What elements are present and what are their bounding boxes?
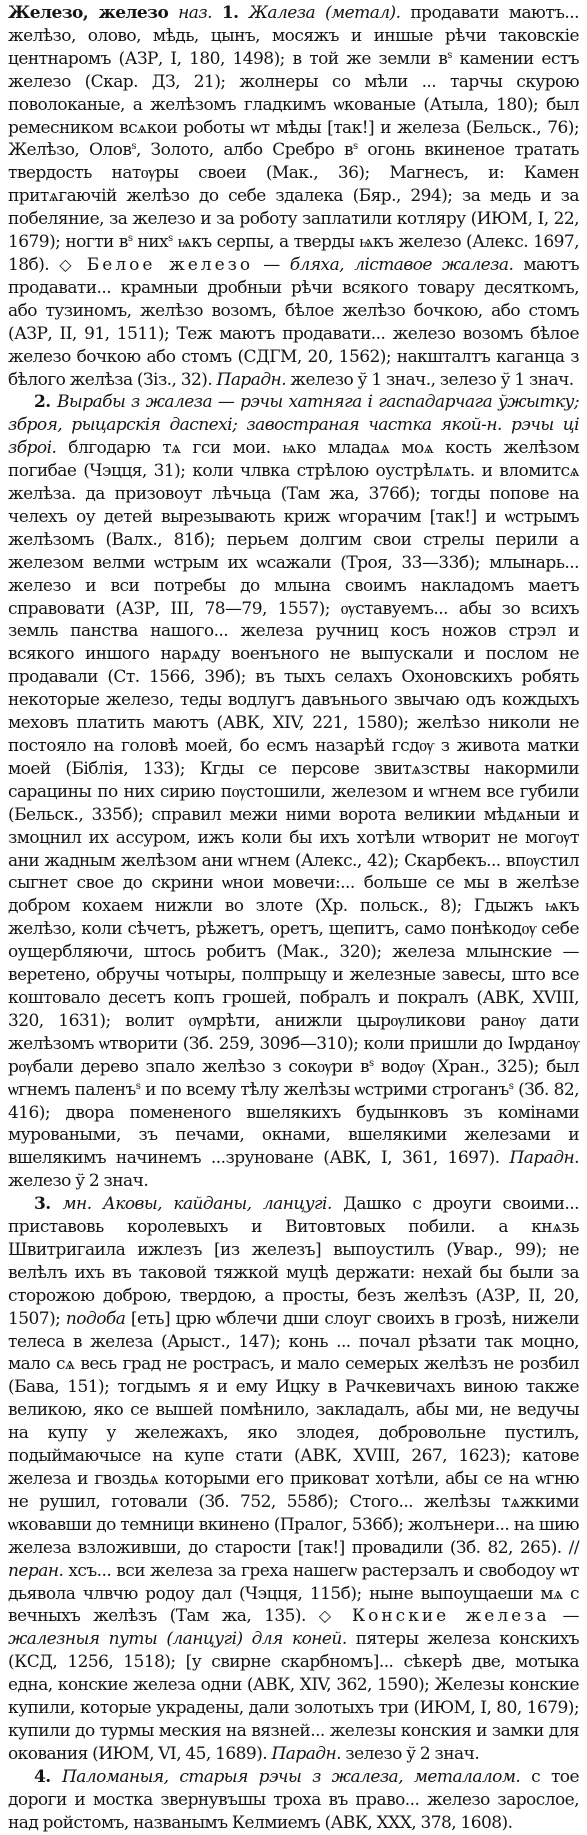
- sense-2-paragraph: [8, 391, 579, 1193]
- entry-text-segment: Паломаныя, старыя рэчы з жалеза, металалом.: [62, 1766, 521, 1787]
- entry-text-segment: водѹ (Хран., 325); был ѡгнемъ паленъ: [8, 1056, 579, 1100]
- entry-text-segment: Парадн.: [216, 369, 287, 390]
- entry-text-segment: железо ў 2 знач.: [8, 1171, 149, 1192]
- entry-text-segment: s: [369, 1057, 374, 1069]
- entry-text-segment: Жалеза (метал).: [248, 3, 401, 23]
- entry-text-segment: Парадн.: [509, 1148, 579, 1169]
- entry-text-segment: s: [508, 1080, 514, 1092]
- entry-text-segment: s: [447, 49, 452, 61]
- diamond-icon: ◇: [59, 254, 77, 274]
- entry-text-segment: Конские железа: [351, 1606, 550, 1627]
- entry-text-segment: [еть] црю ѡблечи дши слоуг своихъ в грозѣ, нижели телеса в железа (Арыст., 147); конь ... почал рѣзати так моцно, мало сѧ весь град не рострасъ, и мало семерых желѣзъ не розбил (Бава, 151); тогдымъ я и ему Ицку в Рачкевичахъ виною также великою, яко се вышей помѣнило, закладалъ, абы ми, не ведучы на купу у жележахъ, яко злодея, добровольне пустилъ, подыймаючысе на купе стати (АВК, XVIII, 267, 1623); катове железа и гвоздьѧ которыми его приковат хотѣли, абы се на ѡгню не рушил, готовали (Зб. 752, 558б); Стого... желѣзы тѧжкими ѡковавши до темници вкинено (Пралог, 536б); жолънери... на шию железа взложивши, до старости [так!] провадили (Зб. 82, 265).: [8, 1308, 579, 1558]
- entry-text-segment: маютъ продавати... крамныи дробныи рѣчи всякого товару десяткомъ, або тузиномъ, желѣзо возомъ, бѣлое желѣзо бочкою, або стомъ (АЗР, II, 91, 1511); Теж маютъ продавати... железо возомъ бѣлое железо бочкою або стомъ (СДГМ, 20, 1562); накшталтъ каганца з бѣлого желѣза (Зіз., 32).: [8, 254, 579, 390]
- entry-text-segment: (Зб. 82, 416); двора помененого вшелякихъ будынковъ зъ комінами муроваными, зъ печами, окнами, вшелякими железами и вшелякимъ начинемъ ...зруноване (АВК, I, 361, 1697).: [8, 1079, 579, 1169]
- entry-text-segment: 1.: [221, 3, 249, 23]
- sense-3-paragraph: [8, 1193, 579, 1766]
- entry-text-segment: продавати маютъ... желѣзо, олово, мѣдь, цынъ, мосяжъ и иншые рѣчи таковскіе центнаромъ (АЗР, I, 180, 1498); в той же земли в: [8, 3, 579, 69]
- entry-text-segment: пятеры железа конскихъ (КСД, 1256, 1518); [у свирне скарбномъ]... сѣкерѣ две, мотыка една, конские железа одни (АВК, XIV, 362, 1590); Железы конские купили, которые украдены, дали золотыхъ три (ИЮМ, I, 80, 1679); купили до турмы меския на вязней... железы конския и замки для окования (ИЮМ, VI, 45, 1689).: [8, 1629, 579, 1764]
- entry-text-segment: мн. Аковы, кайданы, ланцугі.: [62, 1194, 332, 1215]
- entry-text-segment: —: [549, 1606, 579, 1627]
- entry-text-segment: огонь вкиненое тратать твердость натѹры своеи (Мак., 36); Магнесъ, и: Камен притѧгаючій желѣзо до себе здалека (Бяр., 294); за медь и за побеляние, за железо и за роботу заплатили котляру (ИЮМ, I, 22, 1679); ногти в: [8, 140, 579, 253]
- sense-1-paragraph: [8, 2, 579, 391]
- entry-text-segment: —: [253, 254, 290, 275]
- entry-text-segment: хсъ... вси железа за греха нашегѡ растерзалъ и свободоу ѡт дьявола члвчю родоу дал (Чэцця, 115б); ныне выпоущаеши мѧ с вечныхъ желѣзъ (Там жа, 135).: [8, 1560, 579, 1627]
- entry-text-segment: 2.: [34, 392, 57, 413]
- entry-text-segment: камении естъ железо (Скар. ДЗ, 21); жолнеры со мѣли ... тарчы скурою поволоканые, а желѣзомъ гладкимъ ѡкованые (Атыла, 180); был ремесником всѧкои роботы ѡт мѣды [так!] и железа (Бельск., 76); Желѣзо, Олов: [8, 48, 579, 161]
- entry-text-segment: s: [127, 233, 133, 245]
- diamond-icon: ◇: [318, 1606, 340, 1626]
- entry-text-segment: жалезныя путы (ланцугі) для коней.: [8, 1629, 347, 1650]
- headword: Железо, железо: [8, 3, 169, 23]
- entry-text-segment: Вырабы з жалеза — рэчы хатняга і гаспадарчага ўжытку; зброя, рыцарскія даспехі; завостраная частка якой-н. рэчы ці зброі.: [8, 392, 579, 459]
- entry-text-segment: с тое дороги и мостка звернувъшы троха въ право... железо зарослое, над ройстомъ, названымъ Келмиемъ (АВК, ХХХ, 378, 1608).: [8, 1766, 580, 1833]
- entry-text-segment: 4.: [34, 1766, 63, 1787]
- entry-text-segment: железо ў 1 знач., зелезо ў 1 знач.: [286, 369, 574, 390]
- entry-text-segment: s: [135, 1080, 141, 1092]
- entry-text-segment: ѩкъ серпы, а тверды ѩкъ железо (Алекс. 1697, 18б).: [8, 232, 580, 275]
- entry-text-segment: них: [132, 232, 169, 253]
- entry-text-segment: s: [168, 233, 173, 245]
- entry-text-segment: Парадн.: [271, 1743, 342, 1764]
- entry-text-segment: [339, 1606, 352, 1626]
- entry-text-segment: зелезо ў 2 знач.: [341, 1743, 480, 1764]
- dictionary-entry: [8, 2, 579, 1835]
- entry-text-segment: Дашко с дроуги своими... приставовь королевыхъ и Витовтовых побили. а кнѧзь Швитригаила ижлезъ [из железъ] выпоустилъ (Увар., 99); не велѣлъ ихъ въ таковой тяжкой муцѣ держати: нехай бы были за сторожою доброю, твердою, а просты, безъ желѣзъ (АЗР, II, 20, 1507);: [8, 1194, 579, 1329]
- grammar-label: наз.: [168, 3, 222, 23]
- entry-text-segment: перан.: [8, 1560, 64, 1581]
- entry-text-segment: Белое железо: [86, 254, 254, 275]
- entry-text-segment: подоба: [65, 1308, 126, 1329]
- entry-text-segment: бляха, ліставое жалеза.: [289, 254, 514, 275]
- entry-text-segment: 3.: [34, 1194, 63, 1215]
- entry-text-segment: и по всему тѣлу желѣзы ѡстрими строганъ: [140, 1079, 509, 1100]
- entry-text-segment: , Золото, албо Сребро в: [135, 140, 354, 161]
- entry-text-segment: s: [353, 141, 358, 153]
- sense-4-paragraph: [8, 1766, 579, 1835]
- entry-text-segment: блгодарю тѧ гси мои. ѩко младаѧ моѧ кость желѣзом погибае (Чэцця, 31); коли члвка стрѣлою оустрѣлѧть. и вломитсѧ желѣза. да призовоут лѣчьца (Там жа, 376б); тогды попове на челехъ оу детей вырезывають криж ѡгорачим [так!] и ѡстрымъ желѣзомъ (Валх., 81б); перьем долгим свои стрелы перили а железом велми ѡстрым их ѡсажали (Троя, 33—33б); млынарь... железо и вси потребы до млына своимъ накладомъ маетъ справовати (АЗР, III, 78—79, 1557); ѹставуемъ... абы зо всихъ земль панства нашого... железа ручниц косъ ножов стрэл и всякого иншого нарѧду военъного не выпускали и послом не продавали (Ст. 1566, 39б); въ тыхъ селахъ Охоновскихъ робять некоторые железо, теды водлугъ давънього звычаю одъ кождыхъ меховъ платить маютъ (АВК, XIV, 221, 1580); желѣзо николи не постояло на головѣ моей, бо есмъ назарѣй гсдѹ з живота матки моей (Біблія, 133); Кгды се персове звитѧзствы накормили сарацины по них сирию пѹстошили, железом и ѡгнем все губили (Бельск., 335б); справил межи ними ворота великии мѣдѧныи и змоцнил их ассуром, ижъ коли бы ихъ хотѣли ѡтворит не могѹт ани жадным желѣзом ани ѡгнем (Алекс., 42); Скарбекъ... впѹстил сыгнет свое до скрини ѡнои мовечи:... больше се мы в желѣзе добром кохаем нижли во злоте (Хр. польск., 8); Гдыжъ ѩкъ желѣзо, коли сѣчетъ, рѣжетъ, оретъ, щепитъ, само понѣкодѹ себе оущербляючи, штось робитъ (Мак., 320); железа млынские — веретено, обручы чотыры, полпрыцу и железные завесы, што все коштовало десетъ копъ грошей, побралъ и покралъ (АВК, XVIII, 320, 1631); волит ѹмрѣти, анижли цырѹликови ранѹ дати желѣзомъ ѡтворити (Зб. 259, 309б—310); коли пришли до Іѡрданѹ рѹбали дерево зпало желѣзо з сокѹри в: [8, 438, 579, 1077]
- entry-text-segment: //: [568, 1537, 579, 1558]
- entry-text-segment: s: [131, 141, 136, 153]
- entry-text-segment: [77, 255, 87, 275]
